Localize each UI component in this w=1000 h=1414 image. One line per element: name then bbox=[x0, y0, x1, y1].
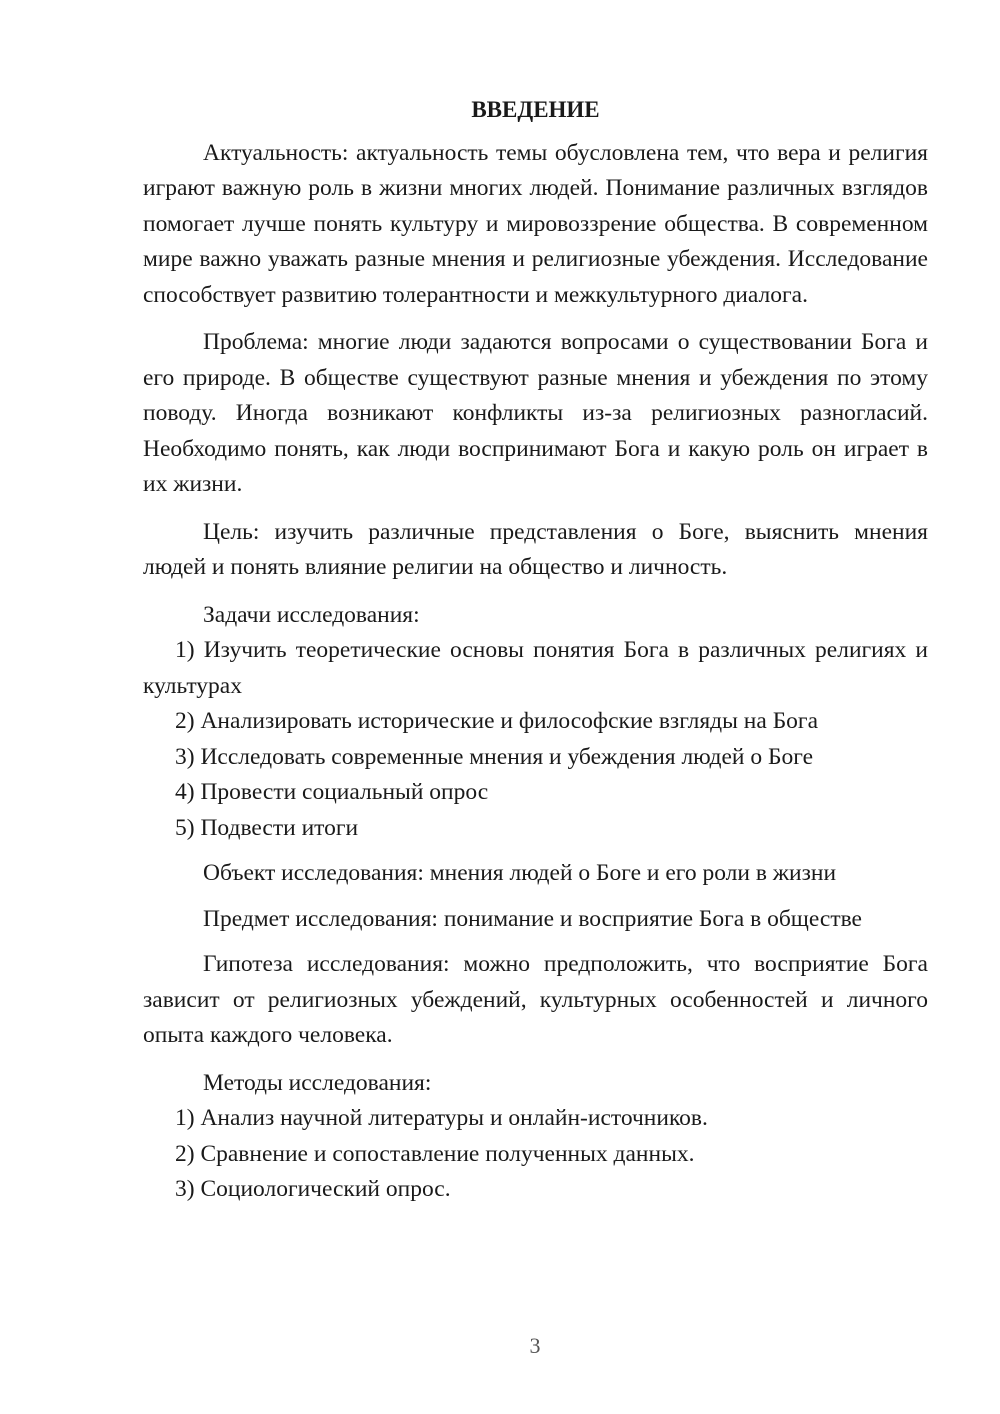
task-item: 1) Изучить теоретические основы понятия Бога в различных религиях и культурах bbox=[143, 637, 928, 699]
hypothesis-paragraph: Гипотеза исследования: можно предположить, что восприятие Бога зависит от религиозных убеждений, культурных особенностей и личного опыта каждого человека. bbox=[143, 951, 928, 1048]
tasks-title: Задачи исследования: bbox=[203, 601, 420, 628]
subject-paragraph: Предмет исследования: понимание и восприятие Бога в обществе bbox=[203, 905, 862, 932]
task-item: 2) Анализировать исторические и философские взгляды на Бога bbox=[175, 708, 819, 734]
methods-title: Методы исследования: bbox=[203, 1069, 432, 1096]
task-item: 3) Исследовать современные мнения и убеждения людей о Боге bbox=[175, 743, 814, 770]
relevance-paragraph: Актуальность: актуальность темы обусловлена тем, что вера и религия играют важную роль в жизни многих людей. Понимание различных взглядов помогает лучше понять культуру и мировоззрение общества. В современном мире важно уважать разные мнения и религиозные убеждения. Исследование способствует развитию толерантности и межкультурного диалога. bbox=[143, 139, 928, 308]
goal-paragraph: Цель: изучить различные представления о Боге, выяснить мнения людей и понять влияние религии на общество и личность. bbox=[143, 518, 928, 580]
method-item: 1) Анализ научной литературы и онлайн-источников. bbox=[175, 1105, 708, 1131]
task-item: 5) Подвести итоги bbox=[175, 814, 359, 841]
document-page bbox=[143, 92, 928, 1208]
page-number: 3 bbox=[529, 1333, 541, 1358]
method-item: 2) Сравнение и сопоставление полученных данных. bbox=[175, 1140, 695, 1167]
problem-paragraph: Проблема: многие люди задаются вопросами о существовании Бога и его природе. В обществе существуют разные мнения и убеждения по этому поводу. Иногда возникают конфликты из-за религиозных разногласий. Необходимо понять, как люди воспринимают Бога и какую роль он играет в их жизни. bbox=[143, 329, 928, 497]
method-item: 3) Социологический опрос. bbox=[175, 1176, 451, 1202]
object-paragraph: Объект исследования: мнения людей о Боге и его роли в жизни bbox=[203, 860, 837, 886]
task-item: 4) Провести социальный опрос bbox=[175, 779, 489, 805]
page-heading: ВВЕДЕНИЕ bbox=[471, 97, 600, 122]
